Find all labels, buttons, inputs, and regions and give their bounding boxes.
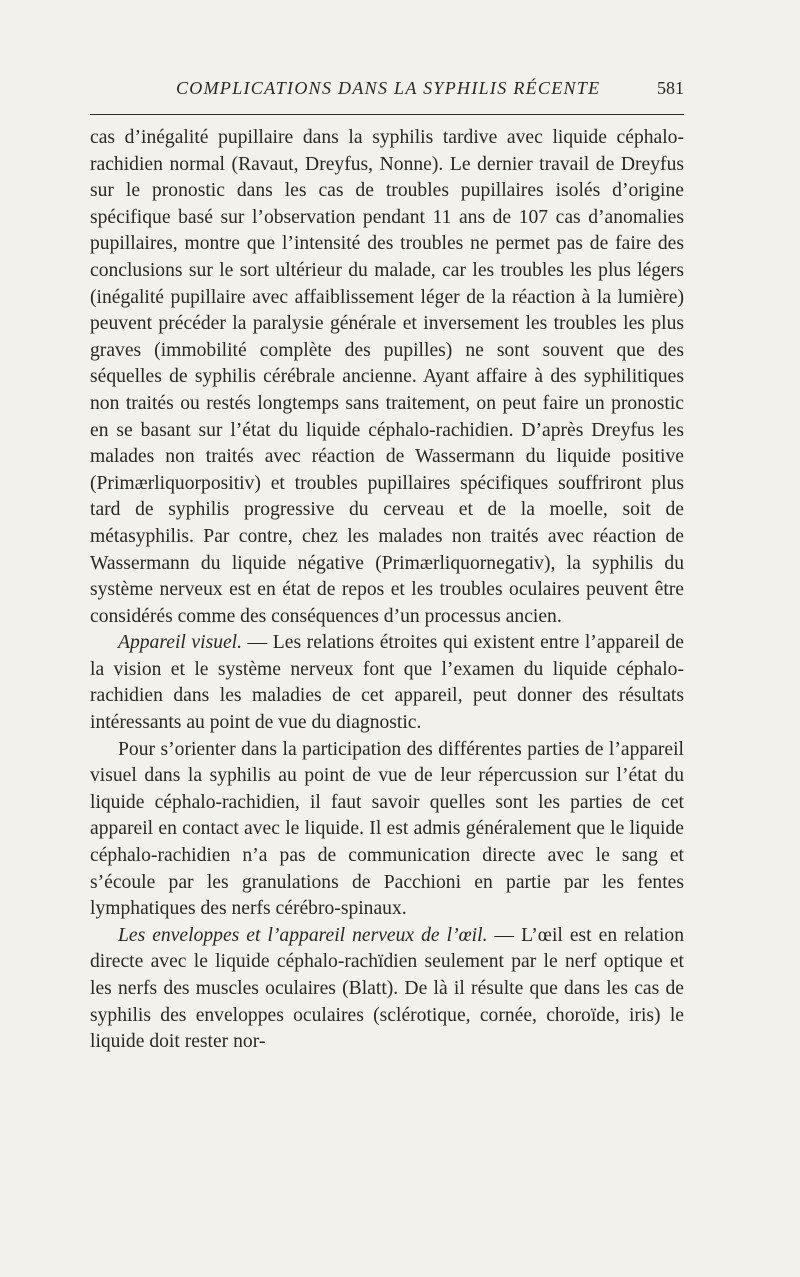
paragraph-2-text: — Les relations étroites qui existent entre l’appareil de la vision et le système nerveux font que l’examen du liquide céphalo-rachidien dans les maladies de cet appareil, peut donner des résultats intéressants au point de vue du diagnostic. bbox=[90, 632, 684, 734]
header-rule bbox=[90, 114, 684, 115]
section-heading-appareil-visuel: Appareil visuel. bbox=[118, 632, 243, 654]
page-header bbox=[90, 78, 684, 104]
body-text bbox=[90, 125, 684, 1056]
paragraph-appareil-visuel bbox=[90, 630, 684, 736]
paragraph-1 bbox=[90, 125, 684, 630]
section-heading-enveloppes: Les enveloppes et l’appareil nerveux de l’œil. bbox=[118, 924, 488, 946]
running-title: COMPLICATIONS DANS LA SYPHILIS RÉCENTE bbox=[176, 78, 601, 98]
paragraph-1-text: cas d’inégalité pupillaire dans la syphilis tardive avec liquide céphalo-rachidien normal (Ravaut, Dreyfus, Nonne). Le dernier travail de Dreyfus sur le pronostic dans les cas de troubles pupillaires isolés d’origine spécifique basé sur l’observation pendant 11 ans de 107 cas d’anomalies pupillaires, montre que l’intensité des troubles ne permet pas de faire des conclusions sur le sort ultérieur du malade, car les troubles les plus légers (inégalité pupillaire avec affaiblissement léger de la réaction à la lumière) peuvent précéder la paralysie générale et inversement les troubles les plus graves (immobilité complète des pupilles) ne sont souvent que des séquelles de syphilis cérébrale ancienne. Ayant affaire à des syphilitiques non traités ou restés longtemps sans traitement, on peut faire un pronostic en se basant sur l’état du liquide céphalo-rachidien. D’après Dreyfus les malades non traités avec réaction de Wassermann du liquide positive (Primærliquorpositiv) et troubles pupillaires spécifiques souffriront plus tard de syphilis progressive du cerveau et de la moelle, soit de métasyphilis. Par contre, chez les malades non traités avec réaction de Wassermann du liquide négative (Primærliquornegativ), la syphilis du système nerveux est en état de repos et les troubles oculaires peuvent être considérés comme des conséquences d’un processus ancien. bbox=[90, 127, 684, 627]
paragraph-enveloppes bbox=[90, 923, 684, 1056]
page-number: 581 bbox=[657, 78, 684, 98]
paragraph-3-text: Pour s’orienter dans la participation des différentes parties de l’appareil visuel dans la syphilis au point de vue de leur répercussion sur l’état du liquide céphalo-rachidien, il faut savoir quelles sont les parties de cet appareil en contact avec le liquide. Il est admis généralement que le liquide céphalo-rachidien n’a pas de communication directe avec le sang et s’écoule par les granulations de Pacchioni en partie par les fentes lymphatiques des nerfs cérébro-spinaux. bbox=[90, 738, 684, 920]
paragraph-4-text: — L’œil est en relation directe avec le liquide céphalo-rachïdien seulement par le nerf optique et les nerfs des muscles oculaires (Blatt). De là il résulte que dans les cas de syphilis des enveloppes oculaires (sclérotique, cornée, choroïde, iris) le liquide doit rester nor- bbox=[90, 924, 685, 1053]
paragraph-3 bbox=[90, 737, 684, 923]
